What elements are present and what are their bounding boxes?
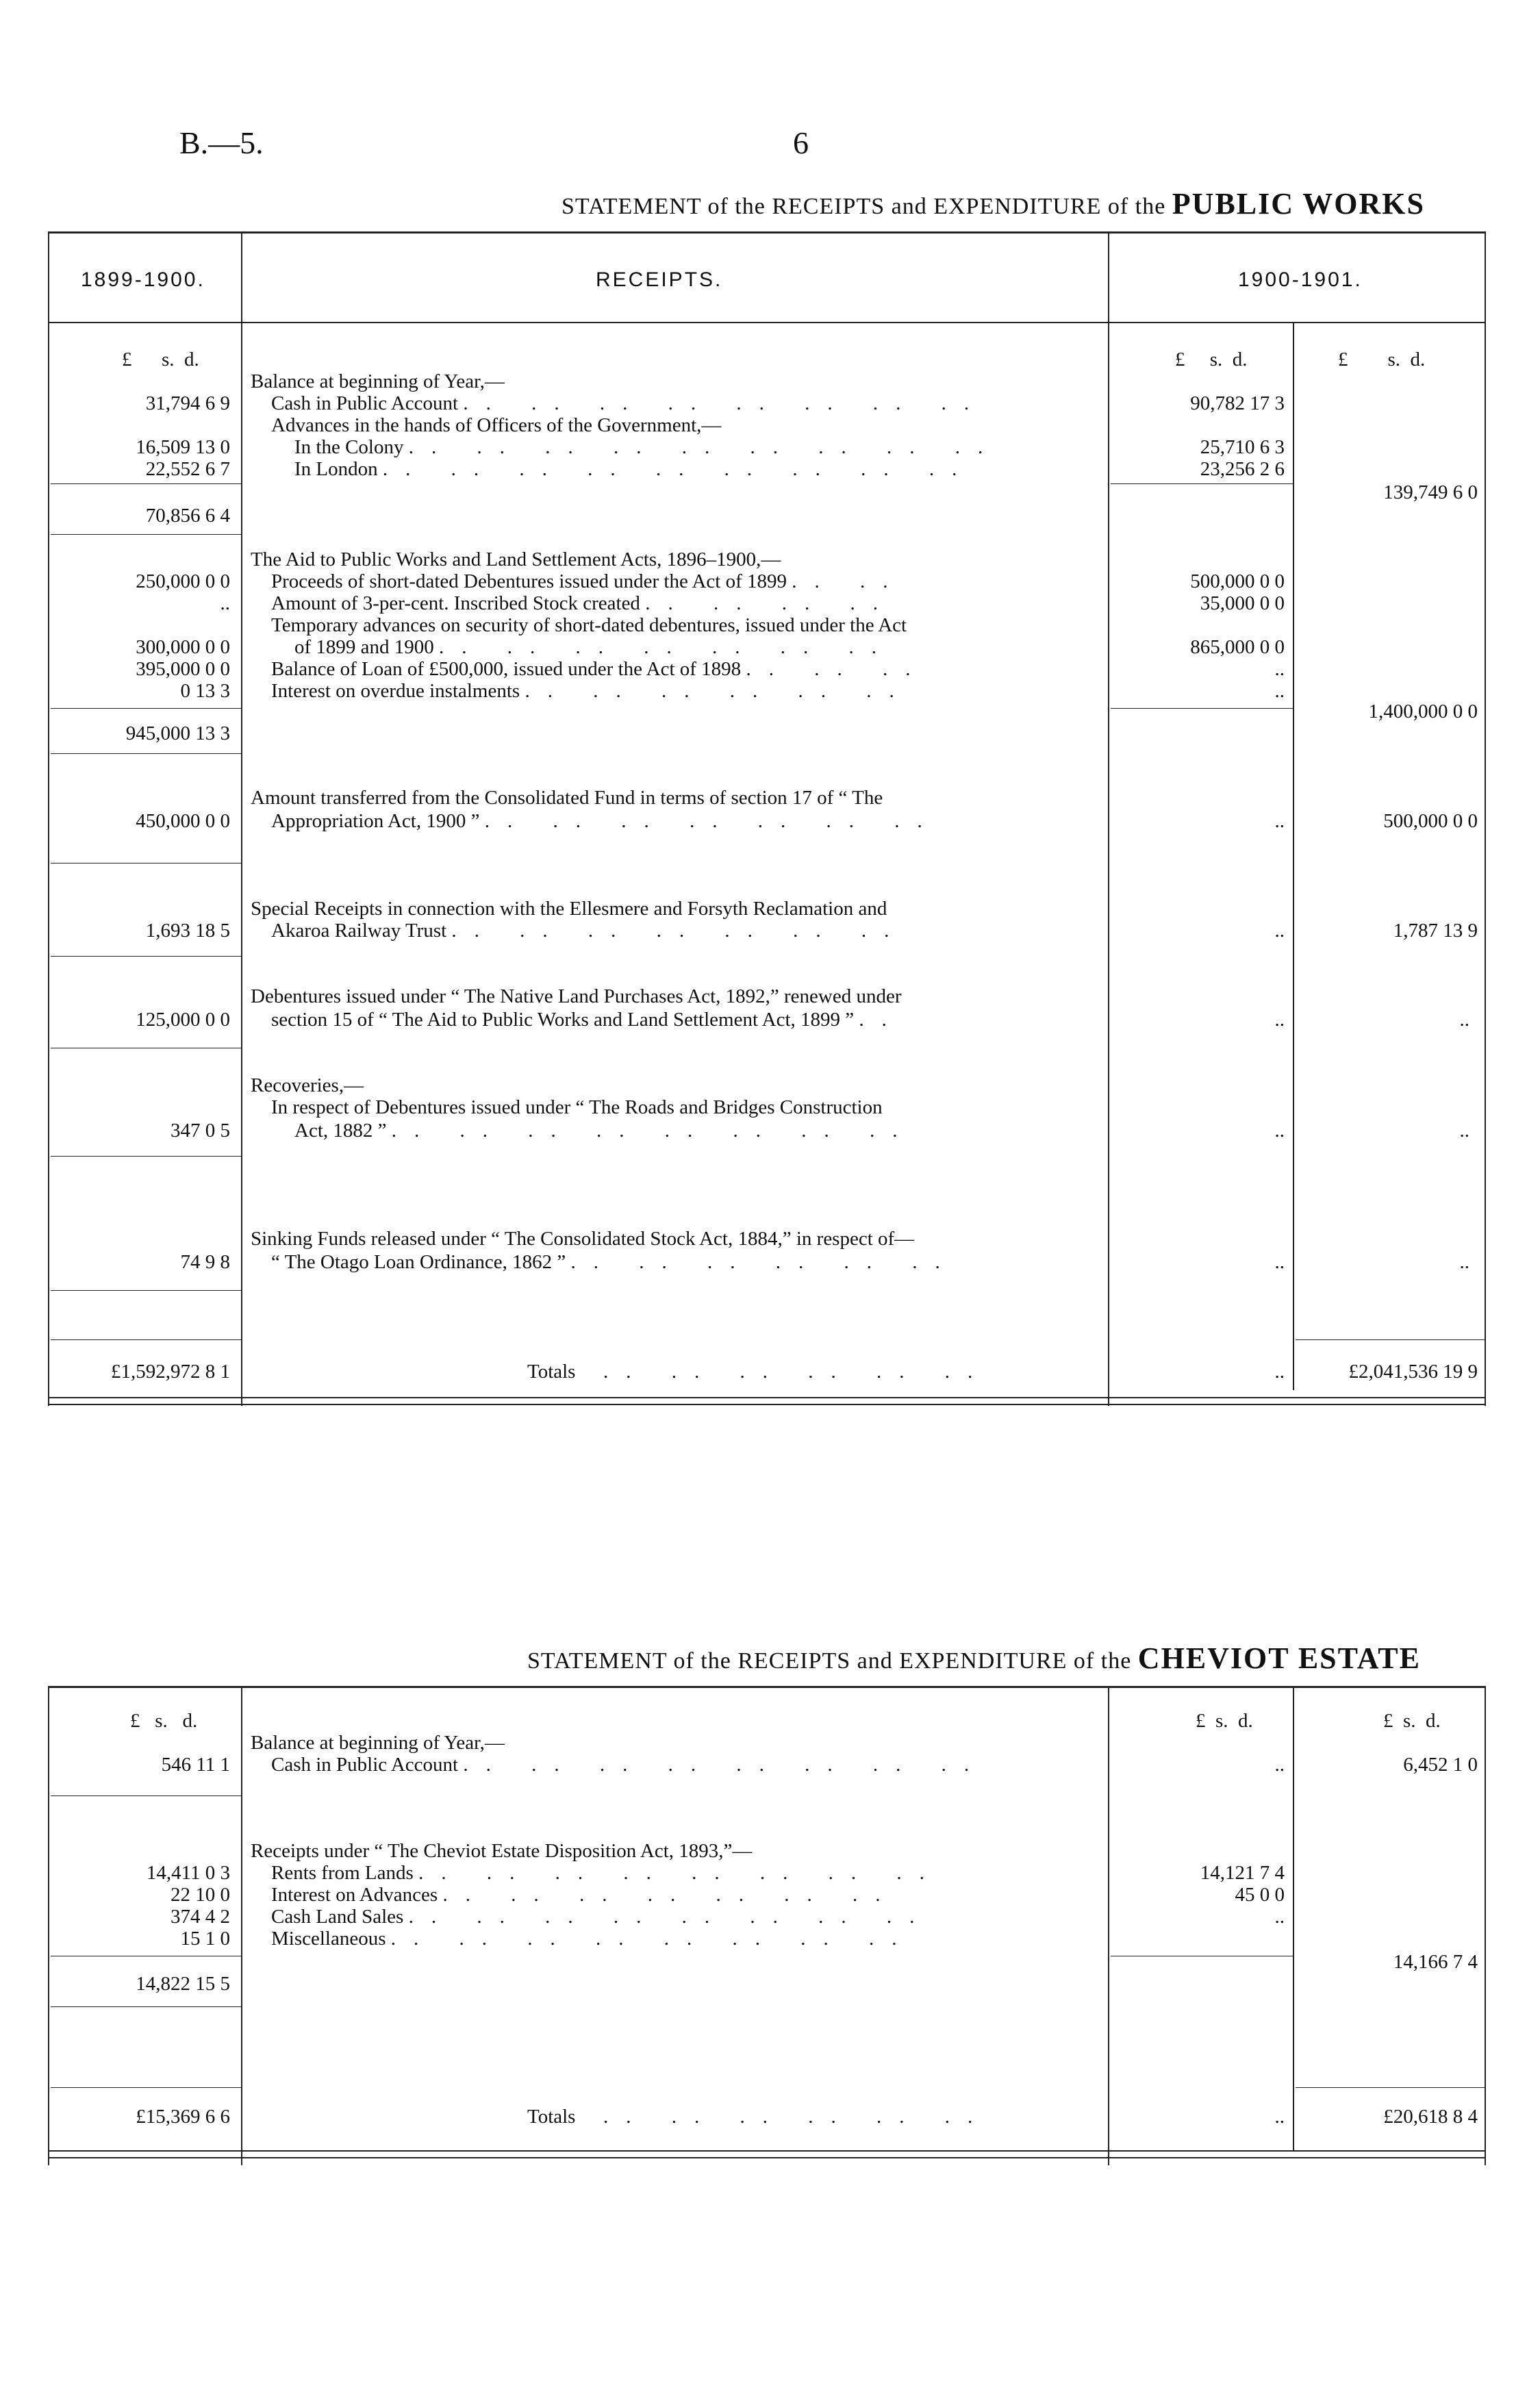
ch-detail-rents: 14,121 7 4 [1200,1862,1285,1884]
detail-colony: 25,710 6 3 [1200,436,1285,458]
interest-label: Interest on overdue instalments .. .. .. .. .. .. [271,680,912,702]
column-receipts: RECEIPTS. [596,268,723,291]
prev-subtotal-balance: 70,856 6 4 [145,505,230,527]
london-label: In London .. .. .. .. .. .. .. .. .. [294,458,975,480]
unit-header-prev: £ s. d. [122,349,199,370]
total-sinking: .. [1459,1251,1469,1273]
ch-receipts-heading: Receipts under “ The Cheviot Estate Disposition Act, 1893,”— [251,1840,753,1862]
ch-misc-label: Miscellaneous .. .. .. .. .. .. .. .. [271,1928,915,1950]
proceeds-label: Proceeds of short-dated Debentures issued under the Act of 1899 .. .. [271,570,906,592]
ch-grand-total: £20,618 8 4 [1383,2106,1478,2128]
ch-total-receipts: 14,166 7 4 [1393,1951,1478,1973]
ch-prev-cashland: 374 4 2 [171,1906,230,1928]
cheviot-title: STATEMENT of the RECEIPTS and EXPENDITURE of the CHEVIOT ESTATE [527,1641,1421,1675]
detail-total: .. [1274,1361,1285,1383]
native-label-1: Debentures issued under “ The Native Land Purchases Act, 1892,” renewed under [251,985,902,1007]
ch-totals-label: Totals .. .. .. .. .. .. [527,2106,991,2128]
prev-cash: 31,794 6 9 [145,392,230,414]
prev-subtotal-aid: 945,000 13 3 [125,722,230,744]
ch-unit-header-detail: £ s. d. [1196,1710,1253,1732]
special-label-2: Akaroa Railway Trust .. .. .. .. .. .. .. [271,920,907,942]
ch-detail-cash: .. [1274,1754,1285,1776]
sinking-label-2: “ The Otago Loan Ordinance, 1862 ” .. .. .. .. .. .. [271,1251,958,1273]
detail-sinking: .. [1274,1251,1285,1273]
prev-total: £1,592,972 8 1 [111,1361,230,1383]
ch-prev-interest: 22 10 0 [171,1884,230,1906]
advances-label: Advances in the hands of Officers of the Government,— [271,414,722,436]
pw-totals-label: Totals .. .. .. .. .. .. [527,1361,991,1383]
total-special: 1,787 13 9 [1393,920,1478,942]
detail-proceeds: 500,000 0 0 [1190,570,1285,592]
detail-interest: .. [1274,680,1285,702]
sinking-label-1: Sinking Funds released under “ The Consolidated Stock Act, 1884,” in respect of— [251,1228,915,1250]
consol-label-1: Amount transferred from the Consolidated Fund in terms of section 17 of “ The [251,787,883,809]
page-number: 6 [793,125,809,160]
prev-temp: 300,000 0 0 [136,636,230,658]
ch-cash-label: Cash in Public Account .. .. .. .. .. .. .. .. [271,1754,987,1776]
prev-proceeds: 250,000 0 0 [136,570,230,592]
prev-native: 125,000 0 0 [136,1009,230,1031]
prev-interest: 0 13 3 [180,680,230,702]
unit-header-detail: £ s. d. [1175,349,1248,370]
colony-label: In the Colony .. .. .. .. .. .. .. .. .. [294,436,1001,458]
detail-recov: .. [1274,1120,1285,1142]
public-works-title: STATEMENT of the RECEIPTS and EXPENDITURE of the PUBLIC WORKS [561,187,1425,220]
recov-label-1: In respect of Debentures issued under “ The Roads and Bridges Construction [271,1096,883,1118]
prev-sinking: 74 9 8 [180,1251,230,1273]
detail-cash: 90,782 17 3 [1190,392,1285,414]
detail-temp: 865,000 0 0 [1190,636,1285,658]
page-reference: B.—5. [179,125,264,160]
ch-detail-total: .. [1274,2106,1285,2128]
ch-unit-header-total: £ s. d. [1383,1710,1441,1732]
total-balance: 139,749 6 0 [1383,481,1478,503]
ch-detail-interest: 45 0 0 [1235,1884,1285,1906]
detail-london: 23,256 2 6 [1200,458,1285,480]
cash-label: Cash in Public Account .. .. .. .. .. .. .. .. [271,392,987,414]
ch-balance-heading: Balance at beginning of Year,— [251,1732,505,1754]
balance-heading: Balance at beginning of Year,— [251,370,505,392]
total-native: .. [1459,1009,1469,1031]
special-label-1: Special Receipts in connection with the Ellesmere and Forsyth Reclamation and [251,898,887,920]
detail-special: .. [1274,920,1285,942]
detail-amount3: 35,000 0 0 [1200,592,1285,614]
ch-prev-misc: 15 1 0 [180,1928,230,1950]
unit-header-total: £ s. d. [1338,349,1426,370]
prev-london: 22,552 6 7 [145,458,230,480]
ch-interest-label: Interest on Advances .. .. .. .. .. .. .. [271,1884,898,1906]
temp-label-1: Temporary advances on security of short-dated debentures, issued under the Act [271,614,907,636]
ch-prev-subtotal: 14,822 15 5 [136,1973,230,1995]
prev-consol: 450,000 0 0 [136,810,230,832]
aid-heading: The Aid to Public Works and Land Settlement Acts, 1896–1900,— [251,549,781,570]
prev-amount3: .. [220,592,230,614]
balance-loan-label: Balance of Loan of £500,000, issued under the Act of 1898 .. .. .. [271,658,929,680]
grand-total: £2,041,536 19 9 [1348,1361,1478,1383]
column-1899-1900: 1899-1900. [81,268,205,291]
ch-unit-header-prev: £ s. d. [130,1710,198,1732]
recov-label-2: Act, 1882 ” .. .. .. .. .. .. .. .. [294,1120,916,1142]
ch-total-cash: 6,452 1 0 [1403,1754,1478,1776]
ch-prev-total: £15,369 6 6 [136,2106,230,2128]
amount3-label: Amount of 3-per-cent. Inscribed Stock created .. .. .. .. [271,592,896,614]
total-aid: 1,400,000 0 0 [1368,701,1478,722]
column-1900-1901: 1900-1901. [1238,268,1363,291]
ch-prev-cash: 546 11 1 [161,1754,230,1776]
ch-rents-label: Rents from Lands .. .. .. .. .. .. .. .. [271,1862,942,1884]
prev-recov: 347 0 5 [171,1120,230,1142]
ch-detail-cashland: .. [1274,1906,1285,1928]
detail-balance-loan: .. [1274,658,1285,680]
detail-consol: .. [1274,810,1285,832]
recov-heading: Recoveries,— [251,1074,364,1096]
ch-prev-rents: 14,411 0 3 [146,1862,230,1884]
temp-label-2: of 1899 and 1900 .. .. .. .. .. .. .. [294,636,895,658]
total-recov: .. [1459,1120,1469,1142]
ch-cashland-label: Cash Land Sales .. .. .. .. .. .. .. .. [271,1906,933,1928]
native-label-2: section 15 of “ The Aid to Public Works and Land Settlement Act, 1899 ” .. [271,1009,905,1031]
detail-native: .. [1274,1009,1285,1031]
prev-colony: 16,509 13 0 [136,436,230,458]
total-consol: 500,000 0 0 [1383,810,1478,832]
prev-balance-loan: 395,000 0 0 [136,658,230,680]
consol-label-2: Appropriation Act, 1900 ” .. .. .. .. .. .. .. [271,810,940,832]
prev-special: 1,693 18 5 [145,920,230,942]
